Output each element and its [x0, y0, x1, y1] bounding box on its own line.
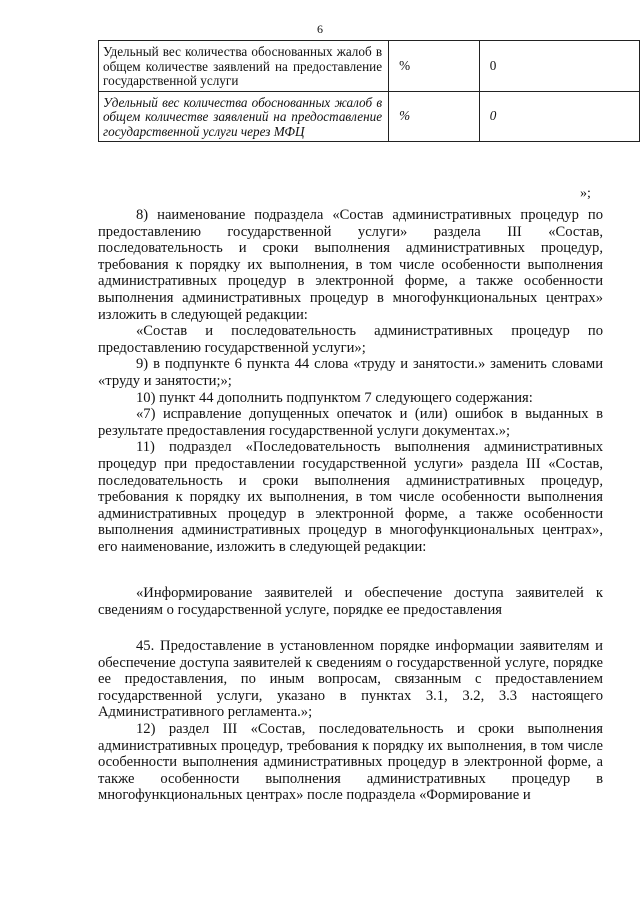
indicators-table: [98, 40, 640, 142]
indicator-cell: Удельный вес количества обоснованных жалоб в общем количестве заявлений на предоставление государственной услуги: [99, 41, 389, 92]
value-cell: 0: [479, 91, 639, 142]
table-row: [99, 91, 640, 142]
unit-cell: %: [389, 41, 480, 92]
paragraph: 10) пункт 44 дополнить подпунктом 7 следующего содержания:: [136, 389, 533, 406]
value-cell: 0: [479, 41, 639, 92]
page-number: 6: [317, 22, 323, 36]
paragraph: 45. Предоставление в установленном порядке информации заявителям и обеспечение доступа заявителей к сведениям о государственной услуге, порядке ее предоставления, по иным вопросам, связанным с предоставлением государственной услуги, указано в пунктах 3.1, 3.2, 3.3 настоящего Административного регламента.»;: [98, 638, 603, 721]
paragraph: «Информирование заявителей и обеспечение доступа заявителей к сведениям о государственной услуге, порядке ее предоставления: [98, 585, 603, 618]
amendment-text-block-3: [98, 638, 603, 804]
paragraph: 12) раздел III «Состав, последовательность и сроки выполнения административных процедур, требования к порядку их выполнения, в том числе особенности выполнения административных процедур в электронной форме, а также особенности выполнения административных процедур в многофункциональных центрах» после подраздела «Формирование и: [98, 720, 603, 804]
table-row: [99, 41, 640, 92]
paragraph: 8) наименование подраздела «Состав административных процедур по предоставлению государственной услуги» раздела III «Состав, последовательность и сроки выполнения административных процедур, требования к порядку их выполнения, в том числе особенности выполнения административных процедур в электронной форме, а также особенности выполнения административных процедур в многофункциональных центрах» изложить в следующей редакции:: [98, 207, 603, 323]
paragraph: 11) подраздел «Последовательность выполнения административных процедур при предоставлении государственной услуги» раздела III «Состав, последовательность и сроки выполнения административных процедур, требования к порядку их выполнения, в том числе особенности выполнения административных процедур в электронной форме, а также особенности выполнения административных процедур в многофункциональных центрах», его наименование, изложить в следующей редакции:: [98, 439, 603, 555]
table-closing-quote: »;: [580, 186, 591, 201]
unit-cell: %: [389, 91, 480, 142]
amendment-text-block-2: [98, 585, 603, 618]
paragraph: «Состав и последовательность административных процедур по предоставлению государственной услуги»;: [98, 323, 603, 356]
paragraph: 9) в подпункте 6 пункта 44 слова «труду и занятости.» заменить словами «труду и занятости;»;: [98, 356, 603, 389]
indicator-cell: Удельный вес количества обоснованных жалоб в общем количестве заявлений на предоставление государственной услуги через МФЦ: [99, 91, 389, 142]
amendment-text-block-1: [98, 207, 603, 555]
paragraph: «7) исправление допущенных опечаток и (или) ошибок в выданных в результате предоставления государственной услуги документах.»;: [98, 406, 603, 439]
